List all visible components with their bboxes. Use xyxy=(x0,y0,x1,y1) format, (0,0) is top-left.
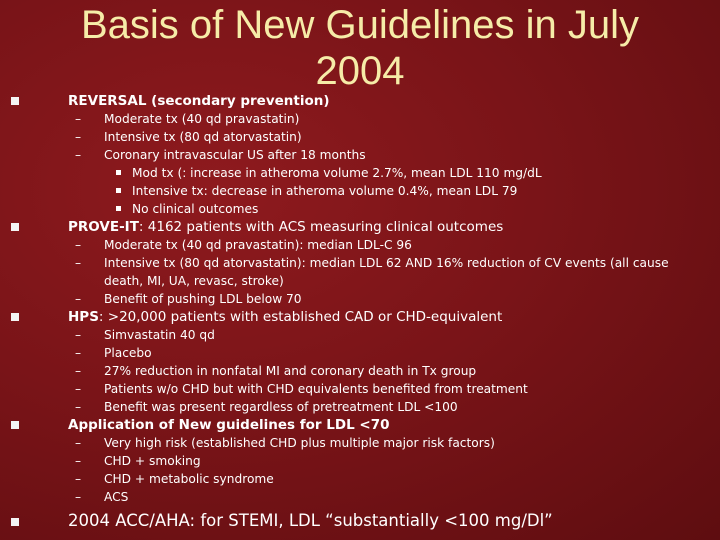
bullet-text: : >20,000 patients with established CAD or CHD-equivalent xyxy=(98,309,503,325)
sub-list-item: No clinical outcomes xyxy=(0,200,720,218)
list-item: – Benefit was present regardless of pretreatment LDL <100 xyxy=(75,400,458,414)
bullet-application xyxy=(0,416,720,434)
list-item: – Moderate tx (40 qd pravastatin) xyxy=(75,112,300,126)
square-bullet-icon xyxy=(11,421,19,429)
list-item: – Very high risk (established CHD plus multiple major risk factors) xyxy=(75,436,495,450)
bullet-prove-it xyxy=(0,218,720,236)
square-bullet-icon xyxy=(11,313,19,321)
list-item: – Intensive tx (80 qd atorvastatin) xyxy=(75,130,302,144)
bullet-lead: HPS xyxy=(68,309,99,325)
square-bullet-icon xyxy=(11,518,19,526)
small-square-bullet-icon xyxy=(116,188,121,193)
square-bullet-icon xyxy=(11,223,19,231)
list-item: – 27% reduction in nonfatal MI and coronary death in Tx group xyxy=(75,364,477,378)
slide-title: Basis of New Guidelines in July 2004 xyxy=(80,3,640,93)
list-item: – Patients w/o CHD but with CHD equivalents benefited from treatment xyxy=(75,382,528,396)
bullet-hps xyxy=(0,308,720,326)
bullet-reversal xyxy=(0,92,720,110)
list-item: – Simvastatin 40 qd xyxy=(75,328,215,342)
list-item: – Benefit of pushing LDL below 70 xyxy=(75,292,302,306)
square-bullet-icon xyxy=(11,97,19,105)
slide-content xyxy=(0,92,720,532)
bullet-text: 2004 ACC/AHA: for STEMI, LDL “substantially <100 mg/Dl” xyxy=(68,511,553,530)
list-item: – CHD + smoking xyxy=(75,454,201,468)
bullet-text: : 4162 patients with ACS measuring clinical outcomes xyxy=(138,219,504,235)
bullet-lead: REVERSAL (secondary prevention) xyxy=(68,93,330,109)
small-square-bullet-icon xyxy=(116,170,121,175)
list-item: – CHD + metabolic syndrome xyxy=(75,472,274,486)
list-item: – Intensive tx (80 qd atorvastatin): median LDL 62 AND 16% reduction of CV events (all cause death, MI, UA, revasc, stroke) xyxy=(75,256,669,288)
small-square-bullet-icon xyxy=(116,206,121,211)
bullet-lead: PROVE-IT xyxy=(68,219,139,235)
bullet-final xyxy=(0,510,720,532)
sub-list-item: Mod tx (: increase in atheroma volume 2.7%, mean LDL 110 mg/dL xyxy=(0,164,720,182)
list-item: – Coronary intravascular US after 18 months xyxy=(75,148,366,162)
bullet-lead: Application of New guidelines for LDL <70 xyxy=(68,417,390,433)
list-item: – ACS xyxy=(75,490,129,504)
list-item: – Placebo xyxy=(75,346,152,360)
list-item: – Moderate tx (40 qd pravastatin): median LDL-C 96 xyxy=(75,238,412,252)
sub-list-item: Intensive tx: decrease in atheroma volume 0.4%, mean LDL 79 xyxy=(0,182,720,200)
